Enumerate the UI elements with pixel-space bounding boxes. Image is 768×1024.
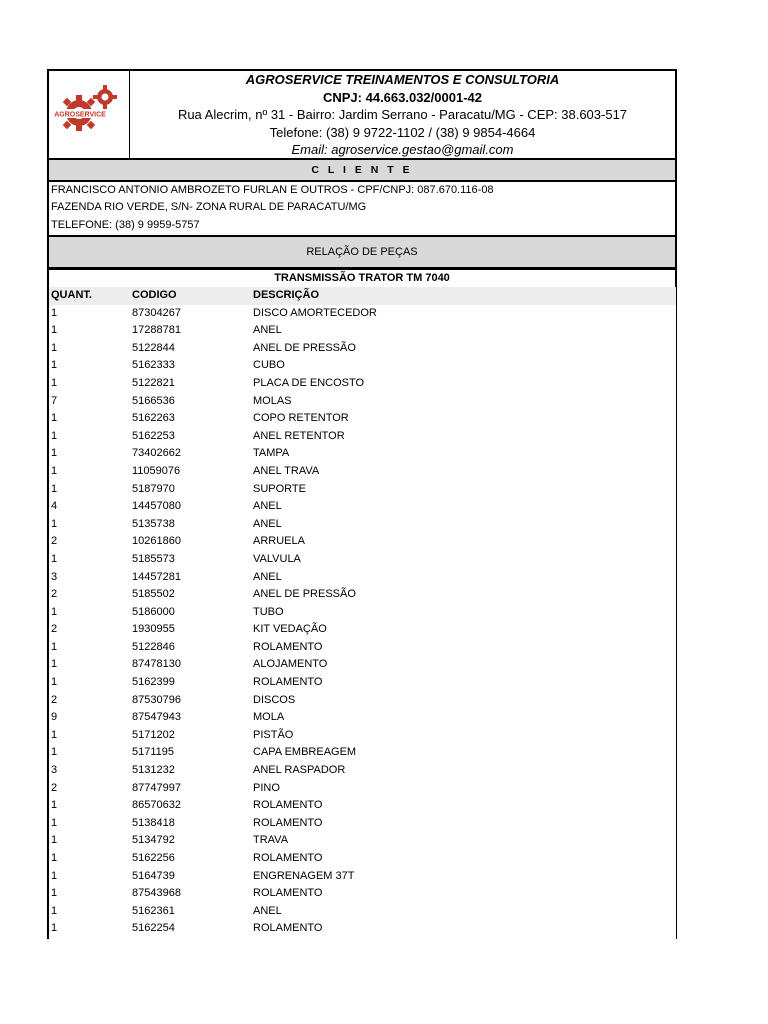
table-row — [49, 727, 676, 745]
table-row — [49, 481, 676, 499]
cell-description: CAPA EMBREAGEM — [253, 746, 357, 759]
company-cnpj: CNPJ: 44.663.032/0001-42 — [322, 89, 482, 105]
cell-code: 87547943 — [132, 711, 181, 724]
cell-description: ANEL RASPADOR — [253, 764, 346, 777]
cell-description: ROLAMENTO — [253, 852, 323, 864]
cell-quantity: 1 — [51, 887, 58, 900]
table-row — [49, 498, 676, 516]
cell-description: ROLAMENTO — [253, 887, 323, 900]
cell-quantity: 1 — [51, 376, 58, 389]
cell-code: 5162399 — [132, 676, 175, 689]
cell-quantity: 1 — [51, 852, 58, 864]
cell-quantity: 1 — [51, 799, 58, 812]
company-name: AGROSERVICE TREINAMENTOS E CONSULTORIA — [245, 72, 560, 87]
cell-code: 5187970 — [132, 482, 175, 495]
table-row — [49, 551, 676, 569]
cell-description: PLACA DE ENCOSTO — [253, 376, 365, 389]
client-phone: TELEFONE: (38) 9 9959-5757 — [51, 218, 200, 231]
client-address: FAZENDA RIO VERDE, S/N- ZONA RURAL DE PARACATU/MG — [51, 201, 367, 214]
table-row — [49, 709, 676, 727]
cell-quantity: 2 — [51, 623, 58, 636]
cell-quantity: 1 — [51, 676, 58, 689]
cell-quantity: 4 — [51, 500, 58, 513]
cell-code: 5131232 — [132, 764, 175, 777]
table-row — [49, 445, 676, 463]
table-row — [49, 410, 676, 428]
table-body — [49, 305, 676, 938]
table-header-row — [49, 287, 676, 305]
cell-code: 11059076 — [132, 464, 181, 477]
cell-description: ALOJAMENTO — [253, 658, 328, 671]
cell-quantity: 1 — [51, 904, 58, 917]
cell-description: DISCOS — [253, 693, 296, 706]
cell-description: CUBO — [253, 359, 285, 372]
cell-description: DISCO AMORTECEDOR — [253, 306, 377, 319]
cell-description: ANEL — [253, 570, 282, 583]
table-row — [49, 533, 676, 551]
cell-quantity: 1 — [51, 640, 58, 653]
cell-quantity: 1 — [51, 306, 58, 319]
column-header-description: DESCRIÇÃO — [253, 289, 320, 301]
cell-quantity: 1 — [51, 746, 58, 759]
cell-quantity: 1 — [51, 464, 58, 477]
cell-quantity: 1 — [51, 816, 58, 829]
cell-code: 10261860 — [132, 535, 181, 548]
parts-table — [47, 287, 677, 939]
company-phone: Telefone: (38) 9 9722-1102 / (38) 9 9854-4664 — [269, 124, 536, 140]
cell-code: 14457080 — [132, 500, 181, 513]
cell-quantity: 1 — [51, 359, 58, 372]
cell-quantity: 3 — [51, 570, 58, 583]
table-row — [49, 674, 676, 692]
cell-quantity: 1 — [51, 341, 58, 354]
cell-description: ROLAMENTO — [253, 799, 323, 812]
cell-quantity: 9 — [51, 711, 58, 724]
cell-code: 87543968 — [132, 887, 181, 900]
table-row — [49, 656, 676, 674]
cell-quantity: 1 — [51, 605, 58, 618]
cell-code: 5185573 — [132, 552, 175, 565]
cell-code: 5122846 — [132, 640, 175, 653]
cell-description: ROLAMENTO — [253, 640, 323, 653]
cell-code: 5185502 — [132, 588, 175, 601]
cell-code: 5171195 — [132, 746, 175, 759]
cell-code: 5162256 — [132, 852, 175, 864]
cell-code: 86570632 — [132, 799, 181, 812]
cell-quantity: 1 — [51, 412, 58, 425]
table-row — [49, 569, 676, 587]
cell-description: ANEL RETENTOR — [253, 429, 345, 442]
cell-code: 87304267 — [132, 306, 181, 319]
cell-quantity: 1 — [51, 922, 58, 935]
cell-code: 5162253 — [132, 429, 175, 442]
cell-quantity: 2 — [51, 781, 58, 794]
cell-description: ANEL DE PRESSÃO — [253, 341, 356, 354]
cell-description: ANEL DE PRESSÃO — [253, 588, 356, 601]
gear-logo-icon — [49, 71, 129, 158]
cell-code: 5162263 — [132, 412, 175, 425]
cell-code: 87530796 — [132, 693, 181, 706]
table-row — [49, 850, 676, 868]
cell-description: ROLAMENTO — [253, 922, 323, 935]
cell-description: ARRUELA — [253, 535, 305, 548]
cell-quantity: 2 — [51, 588, 58, 601]
cell-quantity: 1 — [51, 324, 58, 337]
cell-code: 5171202 — [132, 728, 175, 741]
cell-description: SUPORTE — [253, 482, 306, 495]
document-sheet — [47, 69, 677, 939]
table-row — [49, 744, 676, 762]
cell-code: 5162333 — [132, 359, 175, 372]
table-row — [49, 604, 676, 622]
cell-quantity: 1 — [51, 552, 58, 565]
cell-description: ANEL — [253, 324, 282, 337]
table-row — [49, 322, 676, 340]
cell-code: 5138418 — [132, 816, 175, 829]
cell-description: PINO — [253, 781, 280, 794]
table-row — [49, 885, 676, 903]
cell-description: ROLAMENTO — [253, 816, 323, 829]
table-row — [49, 797, 676, 815]
cell-description: COPO RETENTOR — [253, 412, 349, 425]
cell-code: 5162254 — [132, 922, 175, 935]
table-row — [49, 903, 676, 921]
table-row — [49, 815, 676, 833]
table-row — [49, 639, 676, 657]
company-info — [130, 71, 675, 158]
cell-code: 5134792 — [132, 834, 175, 847]
table-row — [49, 762, 676, 780]
company-email: Email: agroservice.gestao@gmail.com — [291, 142, 514, 157]
table-row — [49, 780, 676, 798]
cell-description: TRAVA — [253, 834, 289, 847]
cell-quantity: 1 — [51, 834, 58, 847]
cell-quantity: 1 — [51, 658, 58, 671]
cell-code: 1930955 — [132, 623, 175, 636]
cell-code: 5122844 — [132, 341, 175, 354]
cell-code: 5135738 — [132, 517, 175, 530]
cell-description: MOLAS — [253, 394, 292, 407]
company-address: Rua Alecrim, nº 31 - Bairro: Jardim Serrano - Paracatu/MG - CEP: 38.603-517 — [177, 107, 628, 122]
table-row — [49, 393, 676, 411]
cell-quantity: 1 — [51, 517, 58, 530]
cell-quantity: 3 — [51, 764, 58, 777]
table-row — [49, 357, 676, 375]
cell-description: MOLA — [253, 711, 285, 724]
table-row — [49, 463, 676, 481]
cell-code: 5162361 — [132, 904, 175, 917]
cell-description: ANEL — [253, 904, 282, 917]
table-row — [49, 340, 676, 358]
cell-description: VALVULA — [253, 552, 301, 565]
cell-code: 5164739 — [132, 869, 175, 882]
cell-description: ANEL — [253, 500, 282, 513]
column-header-quantity: QUANT. — [51, 289, 92, 301]
parts-section-title: RELAÇÃO DE PEÇAS — [47, 235, 677, 269]
cell-quantity: 1 — [51, 482, 58, 495]
cell-quantity: 7 — [51, 394, 58, 407]
table-row — [49, 832, 676, 850]
table-row — [49, 920, 676, 938]
logo-text: AGROSERVICE — [54, 111, 106, 119]
cell-code: 5166536 — [132, 394, 175, 407]
cell-description: PISTÃO — [253, 728, 294, 741]
table-row — [49, 516, 676, 534]
company-header — [47, 69, 677, 158]
cell-code: 17288781 — [132, 324, 181, 337]
cell-quantity: 1 — [51, 728, 58, 741]
cell-description: KIT VEDAÇÃO — [253, 623, 327, 636]
cell-description: ROLAMENTO — [253, 676, 323, 689]
client-name: FRANCISCO ANTONIO AMBROZETO FURLAN E OUTROS - CPF/CNPJ: 087.670.116-08 — [51, 184, 494, 196]
table-row — [49, 621, 676, 639]
table-row — [49, 868, 676, 886]
cell-quantity: 2 — [51, 693, 58, 706]
cell-quantity: 2 — [51, 535, 58, 548]
cell-quantity: 1 — [51, 869, 58, 882]
cell-code: 5122821 — [132, 376, 175, 389]
client-section-title: C L I E N T E — [47, 158, 677, 182]
cell-code: 14457281 — [132, 570, 181, 583]
cell-code: 87747997 — [132, 781, 181, 794]
company-logo — [49, 71, 130, 158]
cell-code: 5186000 — [132, 605, 175, 618]
cell-quantity: 1 — [51, 429, 58, 442]
cell-code: 73402662 — [132, 447, 181, 460]
cell-description: ANEL TRAVA — [253, 464, 320, 477]
cell-description: ANEL — [253, 517, 282, 530]
table-row — [49, 586, 676, 604]
table-row — [49, 428, 676, 446]
parts-subtitle: TRANSMISSÃO TRATOR TM 7040 — [47, 269, 677, 287]
table-row — [49, 692, 676, 710]
cell-code: 87478130 — [132, 658, 181, 671]
client-info — [47, 182, 677, 235]
cell-quantity: 1 — [51, 447, 58, 460]
table-row — [49, 305, 676, 323]
cell-description: ENGRENAGEM 37T — [253, 869, 355, 882]
table-row — [49, 375, 676, 393]
cell-description: TUBO — [253, 605, 284, 618]
cell-description: TAMPA — [253, 447, 290, 460]
column-header-code: CODIGO — [132, 289, 177, 301]
